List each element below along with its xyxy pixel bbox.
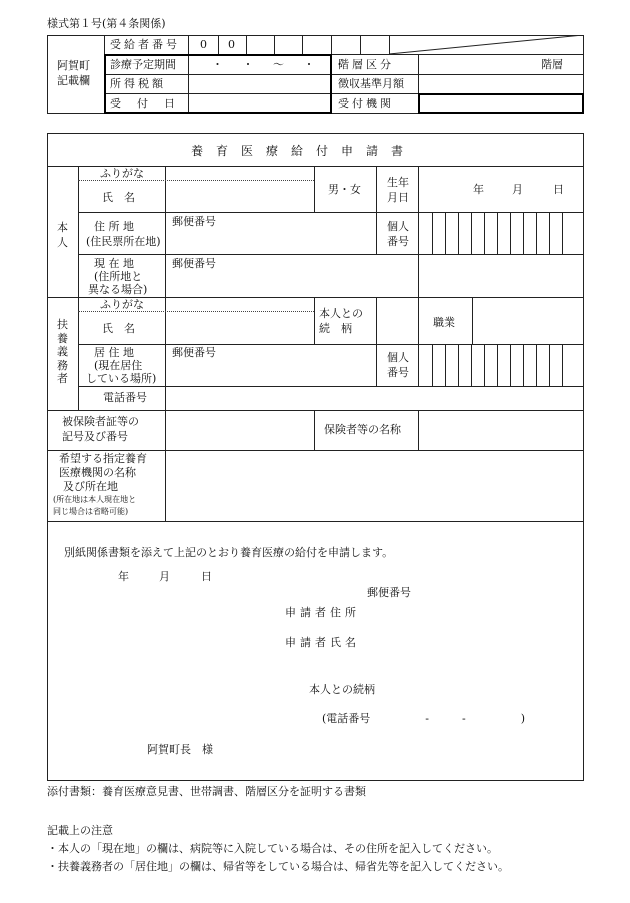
hospital-note: (所在地は本人現在地と <box>53 495 137 504</box>
diagonal-strike <box>389 35 584 55</box>
application-date-day: 日 <box>201 570 212 583</box>
hospital-note-2: 同じ場合は省略可能) <box>53 507 129 516</box>
person-name-label: 氏 名 <box>102 191 135 204</box>
relation-label: 本人との <box>319 307 363 320</box>
person-current-sublabel: (住所地と <box>94 270 143 283</box>
hospital-label: 希望する指定養育 <box>59 452 147 465</box>
birth-label: 生年 <box>387 176 409 189</box>
note-item: ・扶養義務者の「居住地」の欄は、帰省等をしている場合は、帰省先等を記入してください。 <box>47 860 509 873</box>
insurance-card-label-2: 記号及び番号 <box>62 430 128 443</box>
office-section-label: 阿賀町 <box>57 59 90 72</box>
application-date-month: 月 <box>159 570 170 583</box>
person-current-postal-label: 郵便番号 <box>172 257 216 270</box>
person-personal-no-label: 個人 <box>387 220 409 233</box>
recipient-no-digit-1: 0 <box>200 38 207 51</box>
recipient-no-digit-2: 0 <box>228 38 235 51</box>
attachments-line: 添付書類：養育医療意見書、世帯調書、階層区分を証明する書類 <box>47 785 366 798</box>
birth-month-unit: 月 <box>512 183 523 196</box>
hospital-label-2: 医療機関の名称 <box>59 466 136 479</box>
person-current-label: 現 在 地 <box>94 257 134 270</box>
guardian-personal-no-label-2: 番号 <box>387 366 409 379</box>
form-number-label: 様式第１号(第４条関係) <box>47 17 166 30</box>
applicant-name-label: 申請者氏名 <box>285 636 360 649</box>
applicant-phone-line: (電話番号 - - ) <box>322 712 526 725</box>
person-address-label: 住 所 地 <box>94 220 134 233</box>
person-furigana-label: ふりがな <box>100 167 144 180</box>
notes-heading: 記載上の注意 <box>47 824 113 837</box>
person-personal-no-label-2: 番号 <box>387 235 409 248</box>
guardian-furigana-label: ふりがな <box>100 298 144 311</box>
guardian-personal-no-label: 個人 <box>387 351 409 364</box>
form-title: 養育医療給付申請書 <box>191 144 417 158</box>
guardian-postal-label: 郵便番号 <box>172 346 216 359</box>
guardian-name-label: 氏 名 <box>102 322 135 335</box>
income-tax-label: 所得税額 <box>110 77 166 90</box>
insurer-name-label: 保険者等の名称 <box>324 423 401 436</box>
period-value: ・ ・ 〜 ・ ・ <box>212 58 353 71</box>
application-date-year: 年 <box>118 570 129 583</box>
base-month-label: 徴収基準月額 <box>338 77 404 90</box>
guardian-residence-sublabel: (現在居住 <box>94 359 143 372</box>
person-address-sublabel: (住民票所在地) <box>86 235 161 248</box>
period-label: 診療予定期間 <box>110 58 176 71</box>
birth-year-unit: 年 <box>473 183 484 196</box>
sex-options: 男・女 <box>328 183 361 196</box>
birth-day-unit: 日 <box>553 183 564 196</box>
guardian-phone-label: 電話番号 <box>103 391 147 404</box>
applicant-postal-label: 郵便番号 <box>367 586 411 599</box>
class-label: 階層区分 <box>338 58 394 71</box>
guardian-section-label: 扶養義務者 <box>57 318 68 385</box>
guardian-residence-label: 居 住 地 <box>94 346 134 359</box>
insurance-card-label: 被保険者証等の <box>62 415 139 428</box>
person-postal-label: 郵便番号 <box>172 215 216 228</box>
received-by-label: 受付機関 <box>338 97 394 110</box>
job-label: 職業 <box>433 316 455 329</box>
guardian-residence-sublabel-2: している場所) <box>86 372 157 385</box>
person-section-label: 本人 <box>57 221 68 249</box>
birth-label-2: 月日 <box>387 191 409 204</box>
relation-label-2: 続 柄 <box>319 322 352 335</box>
applicant-address-label: 申請者住所 <box>285 606 360 619</box>
applicant-relation-label: 本人との続柄 <box>309 683 375 696</box>
recipient-no-label: 受給者番号 <box>110 38 180 51</box>
office-section-label-2: 記載欄 <box>57 74 90 87</box>
note-item: ・本人の「現在地」の欄は、病院等に入院している場合は、その住所を記入してください。 <box>47 842 498 855</box>
person-current-sublabel-2: 異なる場合) <box>88 283 148 296</box>
addressee: 阿賀町長 様 <box>147 743 213 756</box>
hospital-label-3: 及び所在地 <box>63 480 118 493</box>
class-unit: 階層 <box>541 58 563 71</box>
received-date-label: 受付日 <box>110 97 191 110</box>
application-statement: 別紙関係書類を添えて上記のとおり養育医療の給付を申請します。 <box>64 546 394 559</box>
